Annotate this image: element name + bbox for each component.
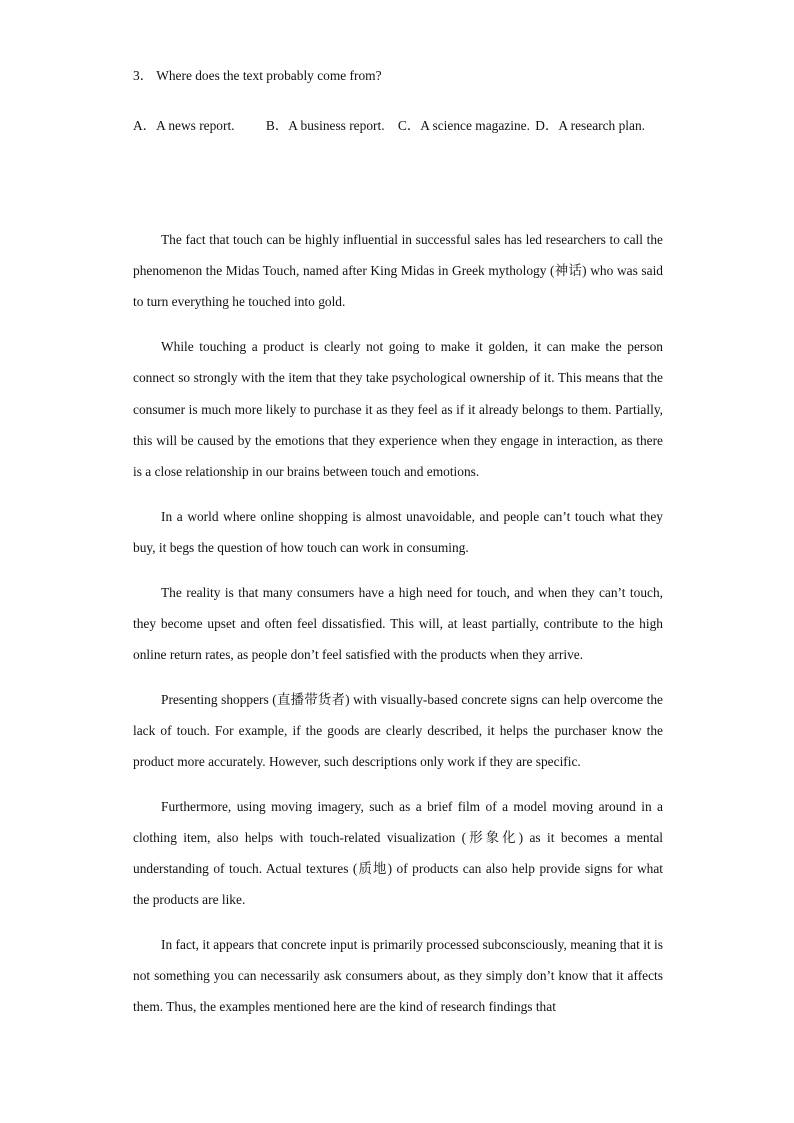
option-letter: C．	[397, 118, 421, 133]
paragraph-2: While touching a product is clearly not going to make it golden, it can make the person connect so strongly with the item that they take psychological ownership of it. This means that the consumer is much more likely to purchase it as they feel as if it already belongs to them. Partially, this will be caused by the emotions that they experience when they engage in interaction, as there is a close relationship in our brains between touch and emotions.	[133, 339, 663, 479]
option-c	[398, 118, 530, 133]
option-letter: B．	[265, 118, 289, 133]
option-text: A business report.	[288, 118, 385, 133]
option-b	[266, 118, 385, 133]
paragraph-7: In fact, it appears that concrete input is primarily processed subconsciously, meaning that it is not something you can necessarily ask consumers about, as they simply don’t know that it affects them. Thus, the examples mentioned here are the kind of research findings that	[133, 937, 663, 1015]
question-3	[133, 66, 663, 86]
option-d	[535, 118, 645, 133]
paragraph-6: Furthermore, using moving imagery, such as a brief film of a model moving around in a clothing item, also helps with touch-related visualization (形象化) as it becomes a mental understanding of touch. Actual textures (质地) of products can also help provide signs for what the products are like.	[133, 798, 663, 908]
option-letter: D．	[535, 118, 559, 133]
option-letter: A．	[133, 118, 157, 133]
reading-passage	[133, 224, 663, 1036]
option-a	[133, 118, 235, 133]
paragraph-5: Presenting shoppers (直播带货者) with visually-based concrete signs can help overcome the lack of touch. For example, if the goods are clearly described, it helps the purchaser know the product more accurately. However, such descriptions only work if they are specific.	[133, 691, 663, 770]
paragraph-3: In a world where online shopping is almost unavoidable, and people can’t touch what they buy, it begs the question of how touch can work in consuming.	[133, 508, 663, 555]
paragraph-1: The fact that touch can be highly influential in successful sales has led researchers to call the phenomenon the Midas Touch, named after King Midas in Greek mythology (神话) who was said to turn everything he touched into gold.	[133, 232, 663, 310]
paragraph-4: The reality is that many consumers have a high need for touch, and when they can’t touch, they become upset and often feel dissatisfied. This will, at least partially, contribute to the high online return rates, as people don’t feel satisfied with the products when they arrive.	[133, 584, 663, 662]
option-text: A research plan.	[558, 118, 645, 133]
option-text: A science magazine.	[420, 118, 530, 133]
question-text: Where does the text probably come from?	[156, 68, 382, 83]
question-number: 3．	[133, 68, 154, 83]
answer-options	[133, 110, 663, 141]
option-text: A news report.	[156, 118, 235, 133]
